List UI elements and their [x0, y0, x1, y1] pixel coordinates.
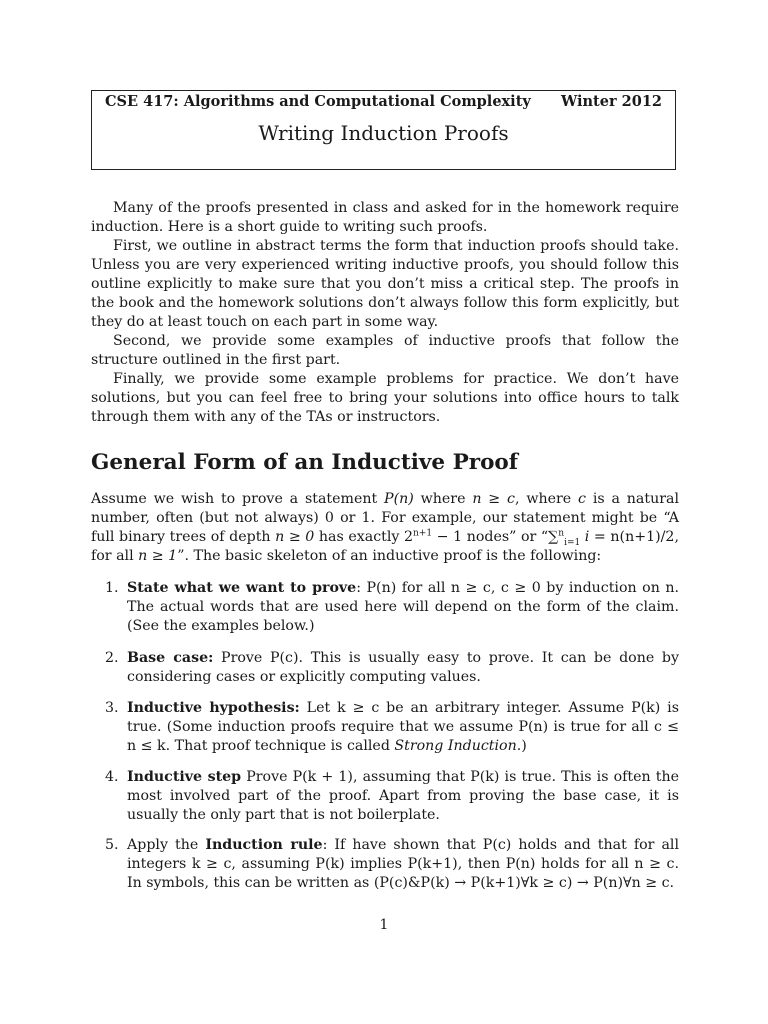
item-lead: Inductive hypothesis:	[127, 700, 300, 716]
item-number: 3.	[105, 700, 119, 716]
math-n0: n ≥ 0	[275, 529, 315, 545]
item-text: : P(n) for all n ≥ c, c ≥ 0 by induction on n. The actual words that are used here will depend on the form of the claim. (See the examples below.)	[127, 580, 679, 634]
item-number: 5.	[105, 837, 119, 853]
item-lead: Induction rule	[205, 837, 323, 853]
item-lead: State what we want to prove	[127, 580, 357, 596]
term: Winter 2012	[560, 93, 662, 110]
item-lead: Inductive step	[127, 769, 242, 785]
general-form-paragraph	[91, 490, 679, 566]
para-text: is a natural number, often (but not always) 0 or 1. For example, our statement might be “A full binary trees of depth	[91, 491, 679, 545]
item-number: 2.	[105, 650, 119, 666]
item-text: Let k ≥ c be an arbitrary integer. Assume P(k) is true. (Some induction proofs require that we assume P(n) is true for all c ≤ n ≤ k. That proof technique is called	[127, 700, 679, 754]
list-item	[91, 649, 679, 687]
para-text: , for all	[91, 529, 679, 564]
math-n1: n ≥ 1	[138, 548, 178, 564]
page-number: 1	[379, 917, 389, 933]
para-text: Assume we wish to prove a statement	[91, 491, 385, 507]
item-pre: Apply the	[127, 837, 206, 853]
math-sum-upper: n	[558, 528, 565, 539]
list-item	[91, 836, 679, 893]
para-text: − 1 nodes” or “∑	[432, 529, 559, 545]
math-sum-lower: i=1	[564, 537, 581, 548]
section-heading: General Form of an Inductive Proof	[91, 450, 518, 475]
item-text: .)	[516, 738, 527, 754]
math-c: c	[578, 491, 586, 507]
math-fraction: n(n+1)/2	[610, 529, 675, 545]
intro-paragraph-4: Finally, we provide some example problems for practice. We don’t have solutions, but you can feel free to bring your solutions into office hours to talk through them with any of the TAs or instructors.	[91, 371, 679, 425]
header-box	[91, 90, 676, 170]
item-text: : If have shown that P(c) holds and that for all integers k ≥ c, assuming P(k) implies P(k+1), then P(n) holds for all n ≥ c. In symbols, this can be written as (P(c)&P(k) → P(k+1)∀k ≥ c) → P(n)∀n ≥ c.	[127, 837, 680, 891]
intro-section	[91, 199, 679, 427]
item-number: 4.	[105, 769, 119, 785]
item-text: Prove P(k + 1), assuming that P(k) is true. This is often the most involved part of the proof. Apart from proving the base case, it is usually the only part that is not boilerplate.	[127, 769, 679, 823]
para-text: , where	[514, 491, 579, 507]
intro-paragraph-1: Many of the proofs presented in class and asked for in the homework require induction. Here is a short guide to writing such proofs.	[91, 200, 679, 235]
math-exponent: n+1	[413, 528, 433, 539]
item-number: 1.	[105, 580, 119, 596]
math-sum-body: i =	[580, 529, 611, 545]
item-lead: Base case:	[127, 650, 214, 666]
math-cond: n ≥ c	[472, 491, 515, 507]
item-emphasis: Strong Induction	[394, 738, 517, 754]
para-text: has exactly 2	[314, 529, 413, 545]
para-text: where	[413, 491, 473, 507]
list-item	[91, 699, 679, 756]
para-text: ”. The basic skeleton of an inductive proof is the following:	[177, 548, 602, 564]
list-item	[91, 768, 679, 825]
math-pn: P(n)	[384, 491, 414, 507]
course-name: CSE 417: Algorithms and Computational Complexity	[105, 93, 531, 110]
intro-paragraph-2: First, we outline in abstract terms the form that induction proofs should take. Unless you are very experienced writing inductive proofs, you should follow this outline explicitly to make sure that you don’t miss a critical step. The proofs in the book and the homework solutions don’t always follow this form explicitly, but they do at least touch on each part in some way.	[91, 238, 679, 330]
intro-paragraph-3: Second, we provide some examples of inductive proofs that follow the structure outlined in the first part.	[91, 333, 679, 368]
list-item	[91, 579, 679, 636]
item-text: Prove P(c). This is usually easy to prove. It can be done by considering cases or explicitly computing values.	[127, 650, 679, 685]
document-title: Writing Induction Proofs	[258, 121, 509, 145]
